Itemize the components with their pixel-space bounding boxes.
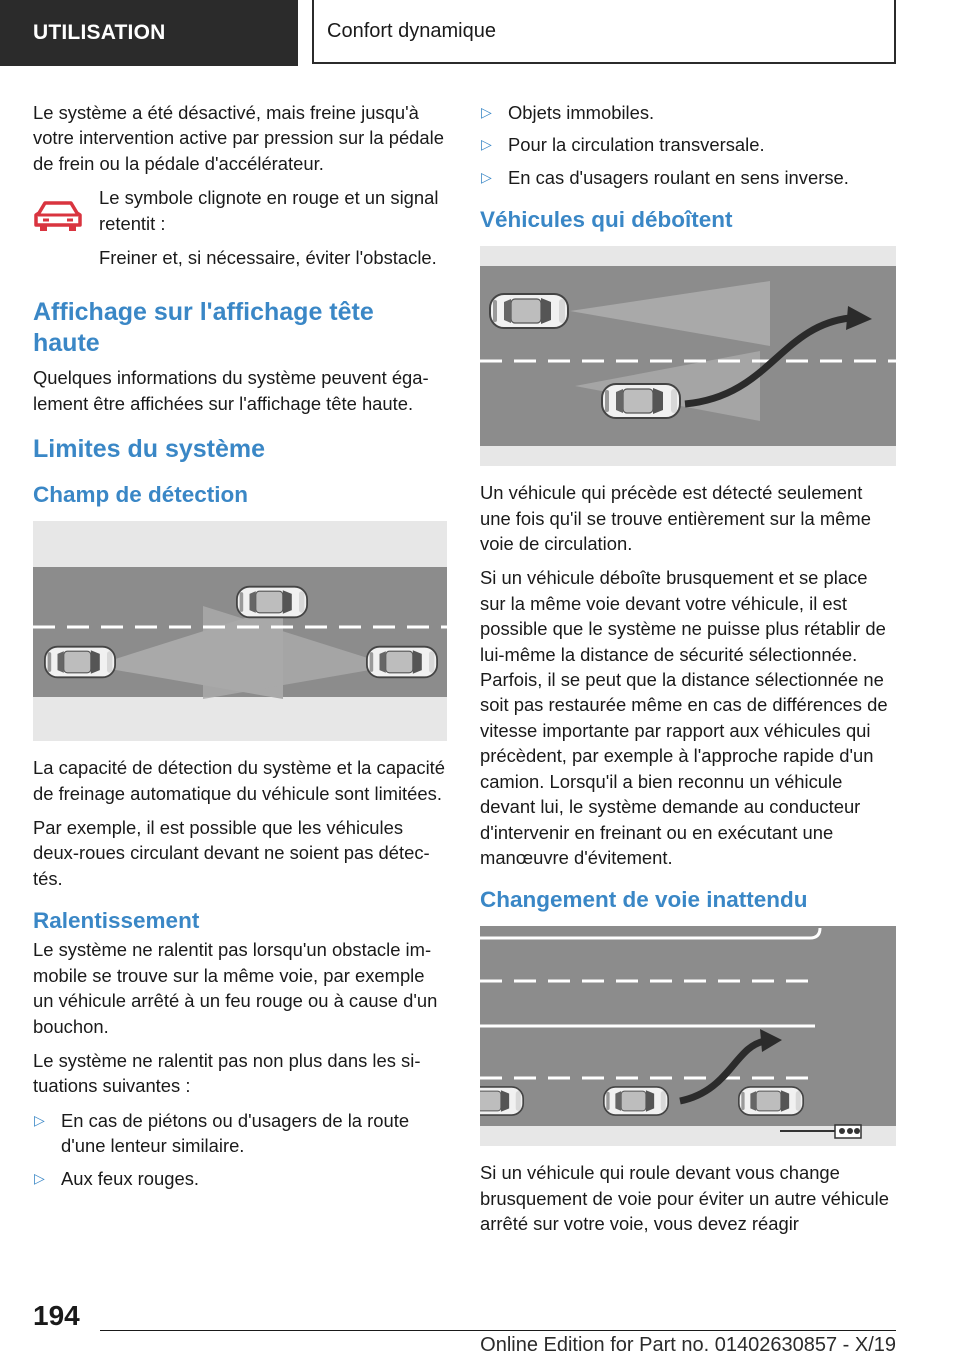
header-chapter: Confort dynamique (312, 0, 896, 64)
footer-divider (100, 1330, 896, 1331)
lane-change-figure (480, 926, 896, 1146)
paragraph-deboit-1: Un véhicule qui précède est détecté seulement une fois qu'il se trouve entièrement sur la même voie de circulation. (480, 482, 871, 555)
list-item: ▷ En cas de piétons ou d'usagers de la route d'une lenteur similaire. (34, 1109, 410, 1157)
heading-affichage: Affichage sur l'affichage tête haute (33, 298, 374, 358)
detection-field-figure (33, 521, 447, 741)
heading-limites: Limites du système (33, 435, 266, 464)
warning-text-1: Le symbole clignote en rouge et un signal retentit : (99, 187, 439, 234)
left-bullet-list (33, 1108, 447, 1191)
paragraph-champ-1: La capacité de détection du système et la capacité de freinage automatique du véhicule sont limitées. (33, 757, 446, 804)
paragraph-affichage: Quelques informations du système peuvent également être affichées sur l'affichage tête haute. (33, 367, 429, 414)
page-number: 194 (33, 1300, 80, 1331)
warning-text-2: Freiner et, si nécessaire, éviter l'obstacle. (99, 247, 437, 269)
triangle-bullet-icon: ▷ (34, 1169, 45, 1186)
header-section: UTILISATION (0, 0, 298, 66)
list-item: ▷ En cas d'usagers roulant en sens inverse. (480, 165, 896, 190)
list-item: ▷ Aux feux rouges. (33, 1166, 447, 1191)
heading-deboitent: Véhicules qui déboîtent (480, 207, 733, 233)
cutting-in-figure (480, 246, 896, 466)
right-column (480, 100, 896, 1246)
heading-changement: Changement de voie inattendu (480, 887, 808, 913)
paragraph-change: Si un véhicule qui roule devant vous change brusquement de voie pour éviter un autre véhicule arrêté sur votre voie, vous devez réagir (480, 1162, 889, 1235)
triangle-bullet-icon: ▷ (481, 104, 492, 120)
paragraph-deboit-2: Si un véhicule déboîte brusquement et se place sur la même voie devant votre véhicule, il est possible que le système ne puisse plus rétablir de lui-même la distance de sécurité sélectionnée. Parfois, il se peut que la distance sélectionnée ne soit pas restaurée même en cas de différences de vitesse importante par rapport aux véhicules qui précèdent, par exemple à l'approche rapide d'un camion. Lorsqu'il a bien reconnu un véhicule devant lui, le système demande au conducteur d'intervenir en freinant ou en exécutant une manœuvre d'évitement. (480, 567, 888, 868)
warning-block (33, 185, 447, 279)
triangle-bullet-icon: ▷ (481, 136, 492, 153)
list-item: ▷ Pour la circulation transversale. (480, 132, 896, 157)
paragraph-champ-2: Par exemple, il est possible que les véhicules deux-roues circulant devant ne soient pas détectés. (33, 817, 430, 889)
list-item: ▷ Objets immobiles. (480, 100, 896, 125)
paragraph-ralent-2: Le système ne ralentit pas non plus dans les situations suivantes : (33, 1049, 421, 1097)
right-bullet-list (480, 100, 896, 190)
triangle-bullet-icon: ▷ (34, 1111, 45, 1128)
triangle-bullet-icon: ▷ (481, 168, 492, 185)
footer-edition: Online Edition for Part no. 01402630857 - X/19 (480, 1334, 896, 1356)
car-warning-icon (33, 185, 99, 279)
left-column (33, 100, 447, 1198)
paragraph-ralent-1: Le système ne ralentit pas lorsqu'un obstacle immobile se trouve sur la même voie, par exemple un véhicule arrêté à un feu rouge ou à cause d'un bouchon. (33, 939, 438, 1037)
heading-ralentissement: Ralentissement (33, 908, 200, 934)
intro-paragraph: Le système a été désactivé, mais freine jusqu'à votre intervention active par pression sur la pédale de frein ou la pédale d'accélérateur. (33, 102, 444, 174)
heading-champ: Champ de détection (33, 482, 249, 508)
